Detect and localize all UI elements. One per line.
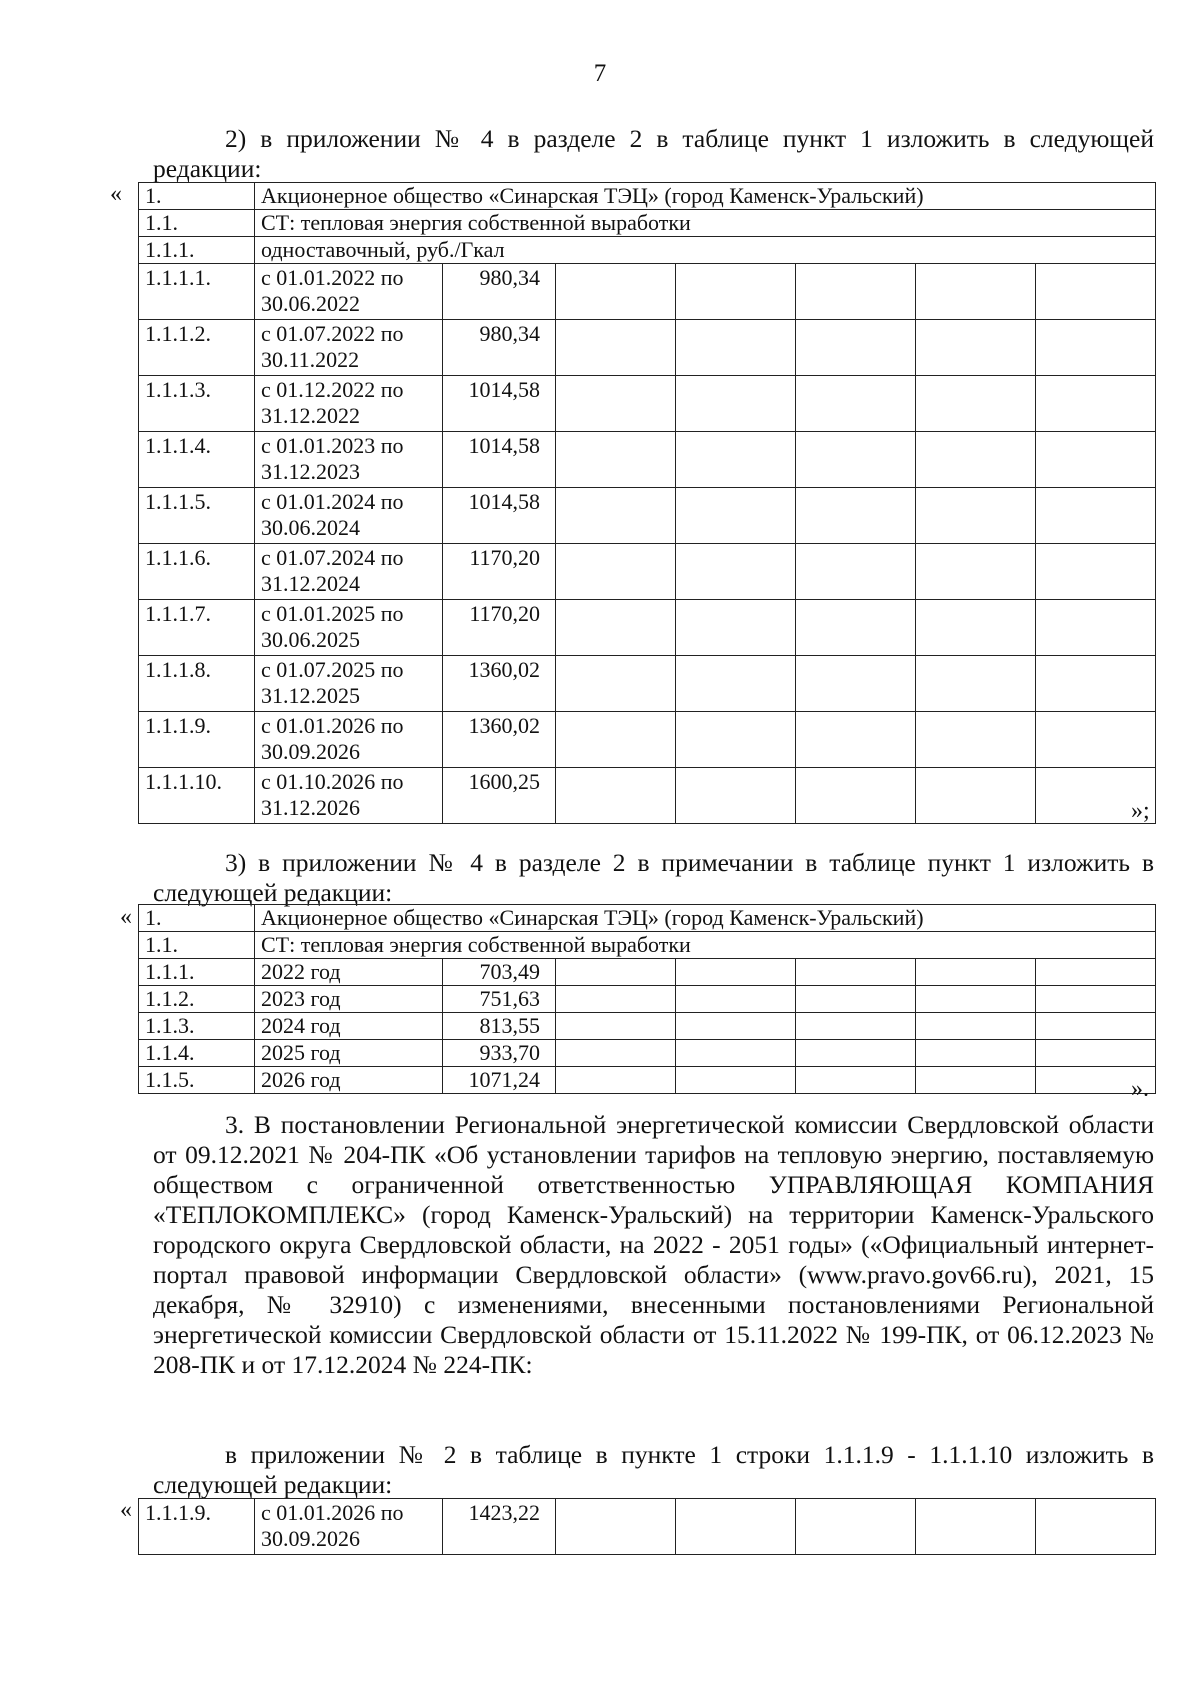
table-header-row xyxy=(139,237,1156,264)
empty-cell xyxy=(556,544,676,600)
table-row xyxy=(139,544,1156,600)
empty-cell xyxy=(676,768,796,824)
empty-cell xyxy=(676,959,796,986)
row-number: 1.1.1.9. xyxy=(139,1499,255,1555)
empty-cell xyxy=(796,264,916,320)
table-row xyxy=(139,712,1156,768)
empty-cell xyxy=(1036,264,1156,320)
empty-cell xyxy=(676,1013,796,1040)
table-row xyxy=(139,1040,1156,1067)
empty-cell xyxy=(556,1067,676,1094)
empty-cell xyxy=(916,376,1036,432)
row-period: с 01.01.2024 по 30.06.2024 xyxy=(255,488,443,544)
empty-cell xyxy=(556,488,676,544)
empty-cell xyxy=(676,488,796,544)
empty-cell xyxy=(796,712,916,768)
empty-cell xyxy=(556,264,676,320)
section2-intro: 2) в приложении № 4 в разделе 2 в таблице пункт 1 изложить в следующей редакции: xyxy=(153,124,1154,183)
empty-cell xyxy=(796,1499,916,1555)
row-number: 1.1.1.8. xyxy=(139,656,255,712)
row-number: 1.1.1.3. xyxy=(139,376,255,432)
row-number: 1.1.1.5. xyxy=(139,488,255,544)
row-number: 1.1.1. xyxy=(139,959,255,986)
empty-cell xyxy=(1036,712,1156,768)
empty-cell xyxy=(556,959,676,986)
empty-cell xyxy=(916,544,1036,600)
table-header-row xyxy=(139,210,1156,237)
row-period: с 01.01.2023 по 31.12.2023 xyxy=(255,432,443,488)
empty-cell xyxy=(676,1040,796,1067)
empty-cell xyxy=(796,376,916,432)
empty-cell xyxy=(556,1040,676,1067)
empty-cell xyxy=(676,320,796,376)
empty-cell xyxy=(1036,376,1156,432)
empty-cell xyxy=(796,959,916,986)
section2-open-quote: « xyxy=(110,181,122,207)
clause3-sub-intro: в приложении № 2 в таблице в пункте 1 строки 1.1.1.9 - 1.1.1.10 изложить в следующей редакции: xyxy=(153,1440,1154,1499)
table-header-row xyxy=(139,183,1156,210)
empty-cell xyxy=(916,432,1036,488)
table-row xyxy=(139,1499,1156,1555)
row-title: Акционерное общество «Синарская ТЭЦ» (город Каменск-Уральский) xyxy=(255,183,1156,210)
empty-cell xyxy=(1036,1499,1156,1555)
empty-cell xyxy=(676,432,796,488)
row-period: 2026 год xyxy=(255,1067,443,1094)
row-value: 1360,02 xyxy=(443,712,556,768)
empty-cell xyxy=(796,488,916,544)
row-value: 703,49 xyxy=(443,959,556,986)
row-value: 1423,22 xyxy=(443,1499,556,1555)
empty-cell xyxy=(676,986,796,1013)
row-number: 1.1.1.1. xyxy=(139,264,255,320)
row-period: с 01.12.2022 по 31.12.2022 xyxy=(255,376,443,432)
row-period: с 01.07.2022 по 30.11.2022 xyxy=(255,320,443,376)
empty-cell xyxy=(796,600,916,656)
row-value: 933,70 xyxy=(443,1040,556,1067)
section2-close-quote: »; xyxy=(1131,798,1150,824)
row-title: СТ: тепловая энергия собственной выработки xyxy=(255,932,1156,959)
table-row xyxy=(139,959,1156,986)
row-number: 1. xyxy=(139,183,255,210)
empty-cell xyxy=(916,1499,1036,1555)
table-row xyxy=(139,488,1156,544)
empty-cell xyxy=(916,488,1036,544)
empty-cell xyxy=(916,712,1036,768)
empty-cell xyxy=(796,1013,916,1040)
empty-cell xyxy=(916,1040,1036,1067)
empty-cell xyxy=(1036,1040,1156,1067)
clause3-paragraph: 3. В постановлении Региональной энергетической комиссии Свердловской области от 09.12.2021 № 204-ПК «Об установлении тарифов на тепловую энергию, поставляемую обществом с ограниченной ответственностью УПРАВЛЯЮЩАЯ КОМПАНИЯ «ТЕПЛОКОМПЛЕКС» (город Каменск-Уральский) на территории Каменск-Уральского городского округа Свердловской области, на 2022 - 2051 годы» («Официальный интернет-портал правовой информации Свердловской области» (www.pravo.gov66.ru), 2021, 15 декабря, № 32910) с изменениями, внесенными постановлениями Региональной энергетической комиссии Свердловской области от 15.11.2022 № 199-ПК, от 06.12.2023 № 208-ПК и от 17.12.2024 № 224-ПК: xyxy=(153,1110,1154,1379)
row-value: 1014,58 xyxy=(443,488,556,544)
row-value: 1170,20 xyxy=(443,544,556,600)
row-value: 1014,58 xyxy=(443,376,556,432)
row-period: с 01.07.2024 по 31.12.2024 xyxy=(255,544,443,600)
section3-close-quote: ». xyxy=(1131,1076,1149,1102)
row-number: 1.1.5. xyxy=(139,1067,255,1094)
row-number: 1.1.1. xyxy=(139,237,255,264)
row-number: 1.1. xyxy=(139,210,255,237)
empty-cell xyxy=(556,986,676,1013)
table-row xyxy=(139,768,1156,824)
empty-cell xyxy=(676,376,796,432)
empty-cell xyxy=(676,600,796,656)
empty-cell xyxy=(796,1040,916,1067)
row-period: 2022 год xyxy=(255,959,443,986)
empty-cell xyxy=(796,656,916,712)
note-table xyxy=(138,904,1156,1094)
empty-cell xyxy=(556,600,676,656)
empty-cell xyxy=(556,376,676,432)
row-period: с 01.07.2025 по 31.12.2025 xyxy=(255,656,443,712)
empty-cell xyxy=(1036,656,1156,712)
empty-cell xyxy=(1036,959,1156,986)
empty-cell xyxy=(916,264,1036,320)
row-number: 1.1.4. xyxy=(139,1040,255,1067)
row-value: 980,34 xyxy=(443,264,556,320)
table-row xyxy=(139,656,1156,712)
row-number: 1.1.1.2. xyxy=(139,320,255,376)
row-period: с 01.01.2026 по 30.09.2026 xyxy=(255,1499,443,1555)
empty-cell xyxy=(1036,320,1156,376)
empty-cell xyxy=(1036,488,1156,544)
empty-cell xyxy=(796,544,916,600)
table-row xyxy=(139,986,1156,1013)
table-header-row xyxy=(139,932,1156,959)
clause3-open-quote: « xyxy=(120,1497,132,1523)
row-period: с 01.01.2022 по 30.06.2022 xyxy=(255,264,443,320)
row-number: 1. xyxy=(139,905,255,932)
empty-cell xyxy=(916,656,1036,712)
row-value: 980,34 xyxy=(443,320,556,376)
table-row xyxy=(139,376,1156,432)
row-value: 1170,20 xyxy=(443,600,556,656)
empty-cell xyxy=(916,986,1036,1013)
empty-cell xyxy=(916,1067,1036,1094)
empty-cell xyxy=(796,768,916,824)
empty-cell xyxy=(796,320,916,376)
empty-cell xyxy=(556,1013,676,1040)
empty-cell xyxy=(556,432,676,488)
row-number: 1.1. xyxy=(139,932,255,959)
empty-cell xyxy=(556,320,676,376)
empty-cell xyxy=(676,544,796,600)
empty-cell xyxy=(916,320,1036,376)
empty-cell xyxy=(916,600,1036,656)
row-period: с 01.01.2026 по 30.09.2026 xyxy=(255,712,443,768)
row-value: 1600,25 xyxy=(443,768,556,824)
tariff-table xyxy=(138,182,1156,824)
empty-cell xyxy=(1036,986,1156,1013)
empty-cell xyxy=(1036,544,1156,600)
appendix2-table xyxy=(138,1498,1156,1555)
row-number: 1.1.1.6. xyxy=(139,544,255,600)
row-period: 2023 год xyxy=(255,986,443,1013)
page-number: 7 xyxy=(593,60,607,87)
row-value: 1014,58 xyxy=(443,432,556,488)
row-period: 2025 год xyxy=(255,1040,443,1067)
empty-cell xyxy=(796,432,916,488)
section3-intro: 3) в приложении № 4 в разделе 2 в примечании в таблице пункт 1 изложить в следующей редакции: xyxy=(153,848,1154,907)
empty-cell xyxy=(556,656,676,712)
row-number: 1.1.1.4. xyxy=(139,432,255,488)
table-row xyxy=(139,320,1156,376)
row-number: 1.1.1.7. xyxy=(139,600,255,656)
empty-cell xyxy=(556,1499,676,1555)
empty-cell xyxy=(676,264,796,320)
table-row xyxy=(139,432,1156,488)
empty-cell xyxy=(1036,1013,1156,1040)
empty-cell xyxy=(796,986,916,1013)
row-value: 1360,02 xyxy=(443,656,556,712)
row-number: 1.1.1.10. xyxy=(139,768,255,824)
empty-cell xyxy=(916,1013,1036,1040)
row-number: 1.1.2. xyxy=(139,986,255,1013)
row-title: одноставочный, руб./Гкал xyxy=(255,237,1156,264)
table-row xyxy=(139,600,1156,656)
empty-cell xyxy=(916,959,1036,986)
row-value: 751,63 xyxy=(443,986,556,1013)
empty-cell xyxy=(556,768,676,824)
empty-cell xyxy=(1036,600,1156,656)
row-title: Акционерное общество «Синарская ТЭЦ» (город Каменск-Уральский) xyxy=(255,905,1156,932)
row-period: с 01.01.2025 по 30.06.2025 xyxy=(255,600,443,656)
table-row xyxy=(139,1013,1156,1040)
empty-cell xyxy=(1036,432,1156,488)
table-row xyxy=(139,1067,1156,1094)
table-row xyxy=(139,264,1156,320)
empty-cell xyxy=(676,1067,796,1094)
empty-cell xyxy=(676,656,796,712)
empty-cell xyxy=(556,712,676,768)
row-value: 1071,24 xyxy=(443,1067,556,1094)
row-number: 1.1.3. xyxy=(139,1013,255,1040)
empty-cell xyxy=(676,712,796,768)
table-header-row xyxy=(139,905,1156,932)
section3-open-quote: « xyxy=(120,904,132,930)
empty-cell xyxy=(676,1499,796,1555)
row-title: СТ: тепловая энергия собственной выработки xyxy=(255,210,1156,237)
row-value: 813,55 xyxy=(443,1013,556,1040)
row-period: с 01.10.2026 по 31.12.2026 xyxy=(255,768,443,824)
row-number: 1.1.1.9. xyxy=(139,712,255,768)
empty-cell xyxy=(916,768,1036,824)
row-period: 2024 год xyxy=(255,1013,443,1040)
empty-cell xyxy=(796,1067,916,1094)
